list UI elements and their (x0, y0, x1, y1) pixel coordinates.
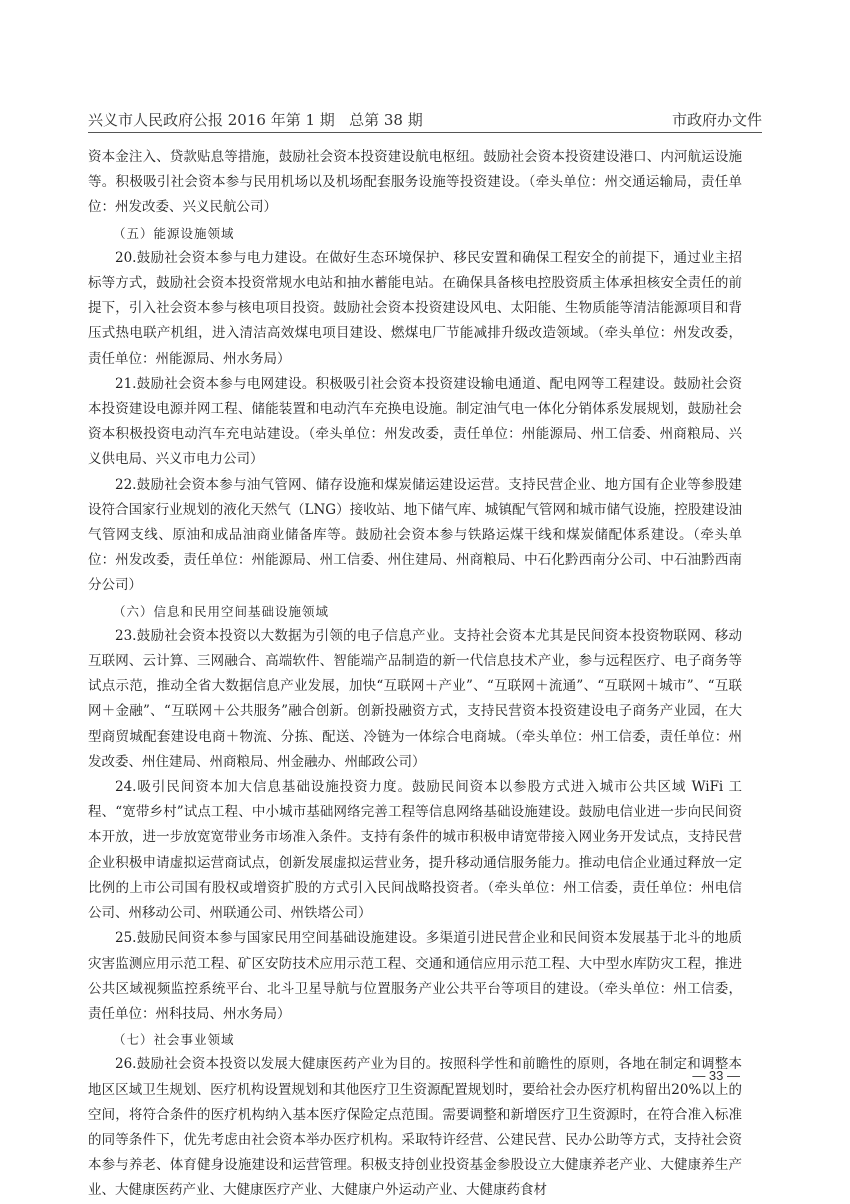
section-heading: （五）能源设施领域 (113, 225, 235, 241)
section-title: 市政府办文件 (671, 111, 762, 129)
document-body (88, 145, 742, 1204)
section-heading: （六）信息和民用空间基础设施领域 (113, 603, 330, 619)
page-header (88, 104, 762, 130)
paragraph: 23.鼓励社会资本投资以大数据为引领的电子信息产业。支持社会资本尤其是民间资本投资物联网、移动互联网、云计算、三网融合、高端软件、智能端产品制造的新一代信息技术产业，参与远程医疗、电子商务等试点示范，推动全省大数据信息产业发展，加快“互联网＋产业”、“互联网＋流通”、“互联网＋城市”、“互联网＋金融”、“互联网＋公共服务”融合创新。创新投融资方式，支持民营资本投资建设电子商务产业园，在大型商贸城配套建设电商＋物流、分拣、配送、冷链为一体综合电商城。（牵头单位：州工信委，责任单位：州发改委、州住建局、州商粮局、州金融办、州邮政公司） (88, 627, 742, 770)
paragraph: 26.鼓励社会资本投资以发展大健康医药产业为目的。按照科学性和前瞻性的原则，各地在制定和调整本地区区域卫生规划、医疗机构设置规划和其他医疗卫生资源配置规划时，要给社会办医疗机构留出20%以上的空间，将符合条件的医疗机构纳入基本医疗保险定点范围。需要调整和新增医疗卫生资源时，在符合准入标准的同等条件下，优先考虑由社会资本举办医疗机构。采取特许经营、公建民营、民办公助等方式，支持社会资本参与养老、体育健身设施建设和运营管理。积极支持创业投资基金参股设立大健康养老产业、大健康养生产业、大健康医药产业、大健康医疗产业、大健康户外运动产业、大健康药食材 (88, 1056, 742, 1199)
paragraph: 20.鼓励社会资本参与电力建设。在做好生态环境保护、移民安置和确保工程安全的前提下，通过业主招标等方式，鼓励社会资本投资常规水电站和抽水蓄能电站。在确保具备核电控股资质主体承担核安全责任的前提下，引入社会资本参与核电项目投资。鼓励社会资本投资建设风电、太阳能、生物质能等清洁能源项目和背压式热电联产机组，进入清洁高效煤电项目建设、燃煤电厂节能减排升级改造领域。（牵头单位：州发改委，责任单位：州能源局、州水务局） (88, 249, 742, 367)
paragraph: 24.吸引民间资本加大信息基础设施投资力度。鼓励民间资本以参股方式进入城市公共区域 WiFi 工程、“宽带乡村”试点工程、中小城市基础网络完善工程等信息网络基础设施建设。鼓励电信业进一步向民间资本开放，进一步放宽宽带业务市场准入条件。支持有条件的城市积极申请宽带接入网业务开发试点，支持民营企业积极申请虚拟运营商试点，创新发展虚拟运营业务，提升移动通信服务能力。推动电信企业通过释放一定比例的上市公司国有股权或增资扩股的方式引入民间战略投资者。（牵头单位：州工信委，责任单位：州电信公司、州移动公司、州联通公司、州铁塔公司） (88, 779, 742, 922)
section-heading: （七）社会事业领域 (113, 1032, 235, 1048)
paragraph: 25.鼓励民间资本参与国家民用空间基础设施建设。多渠道引进民营企业和民间资本发展基于北斗的地质灾害监测应用示范工程、矿区安防技术应用示范工程、交通和通信应用示范工程、大中型水库防灾工程，推进公共区域视频监控系统平台、北斗卫星导航与位置服务产业公共平台等项目的建设。（牵头单位：州工信委，责任单位：州科技局、州水务局） (88, 930, 742, 1022)
paragraph: 21.鼓励社会资本参与电网建设。积极吸引社会资本投资建设输电通道、配电网等工程建设。鼓励社会资本投资建设电源并网工程、储能装置和电动汽车充换电设施。制定油气电一体化分销体系发展规划，鼓励社会资本积极投资电动汽车充电站建设。（牵头单位：州发改委，责任单位：州能源局、州工信委、州商粮局、兴义供电局、兴义市电力公司） (88, 375, 742, 468)
paragraph: 资本金注入、贷款贴息等措施，鼓励社会资本投资建设航电枢纽。鼓励社会资本投资建设港口、内河航运设施等。积极吸引社会资本参与民用机场以及机场配套服务设施等投资建设。（牵头单位：州交通运输局，责任单位：州发改委、兴义民航公司） (88, 149, 742, 216)
paragraph: 22.鼓励社会资本参与油气管网、储存设施和煤炭储运建设运营。支持民营企业、地方国有企业等参股建设符合国家行业规划的液化天然气（LNG）接收站、地下储气库、城镇配气管网和城市储气设施，控股建设油气管网支线、原油和成品油商业储备库等。鼓励社会资本参与铁路运煤干线和煤炭储配体系建设。（牵头单位：州发改委，责任单位：州能源局、州工信委、州住建局、州商粮局、中石化黔西南分公司、中石油黔西南分公司） (88, 476, 742, 594)
publication-title: 兴义市人民政府公报 2016 年第 1 期 总第 38 期 (88, 111, 423, 129)
page-number: — 33 — (692, 1068, 740, 1083)
header-rule (88, 132, 762, 133)
